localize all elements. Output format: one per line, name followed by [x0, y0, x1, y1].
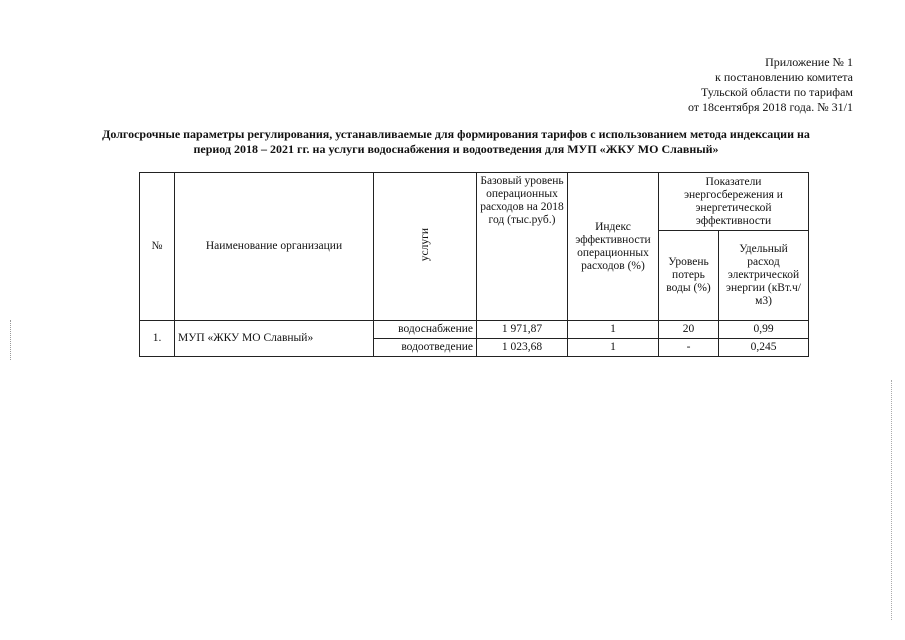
cell-water-loss: - [659, 339, 719, 357]
approval-header [688, 55, 853, 115]
col-header-service [374, 173, 477, 321]
header-line-decree: к постановлению комитета [715, 70, 853, 84]
cell-service: водоотведение [374, 339, 477, 357]
header-line-appendix: Приложение № 1 [765, 55, 853, 69]
cell-organization: МУП «ЖКУ МО Славный» [175, 321, 374, 357]
scan-margin-artifact-right [891, 380, 893, 620]
parameters-table [139, 172, 809, 357]
table-row [140, 321, 809, 339]
header-line-committee: Тульской области по тарифам [700, 85, 853, 99]
col-header-number: № [140, 173, 175, 321]
cell-base-level: 1 971,87 [477, 321, 568, 339]
cell-specific-consumption: 0,99 [719, 321, 809, 339]
col-header-water-loss: Уровень потерь воды (%) [659, 231, 719, 321]
title-line-2: период 2018 – 2021 гг. на услуги водоснабжения и водоотведения для МУП «ЖКУ МО Славный» [193, 142, 719, 156]
cell-base-level: 1 023,68 [477, 339, 568, 357]
col-header-service-label: услуги [418, 227, 431, 262]
cell-efficiency-index: 1 [568, 339, 659, 357]
cell-efficiency-index: 1 [568, 321, 659, 339]
cell-service: водоснабжение [374, 321, 477, 339]
col-header-efficiency-index: Индекс эффективности операционных расходов (%) [568, 173, 659, 321]
title-line-1: Долгосрочные параметры регулирования, устанавливаемые для формирования тарифов с использованием метода индексации на [102, 127, 810, 141]
col-header-base-level: Базовый уровень операционных расходов на 2018 год (тыс.руб.) [477, 173, 568, 321]
cell-row-number: 1. [140, 321, 175, 357]
cell-specific-consumption: 0,245 [719, 339, 809, 357]
scan-margin-artifact [10, 320, 12, 360]
col-header-specific-consumption: Удельный расход электрической энергии (кВт.ч/м3) [719, 231, 809, 321]
col-header-energy-group: Показатели энергосбережения и энергетической эффективности [659, 173, 809, 231]
col-header-organization: Наименование организации [175, 173, 374, 321]
cell-water-loss: 20 [659, 321, 719, 339]
document-title [80, 127, 832, 157]
header-line-date: от 18сентября 2018 года. № 31/1 [687, 100, 853, 114]
